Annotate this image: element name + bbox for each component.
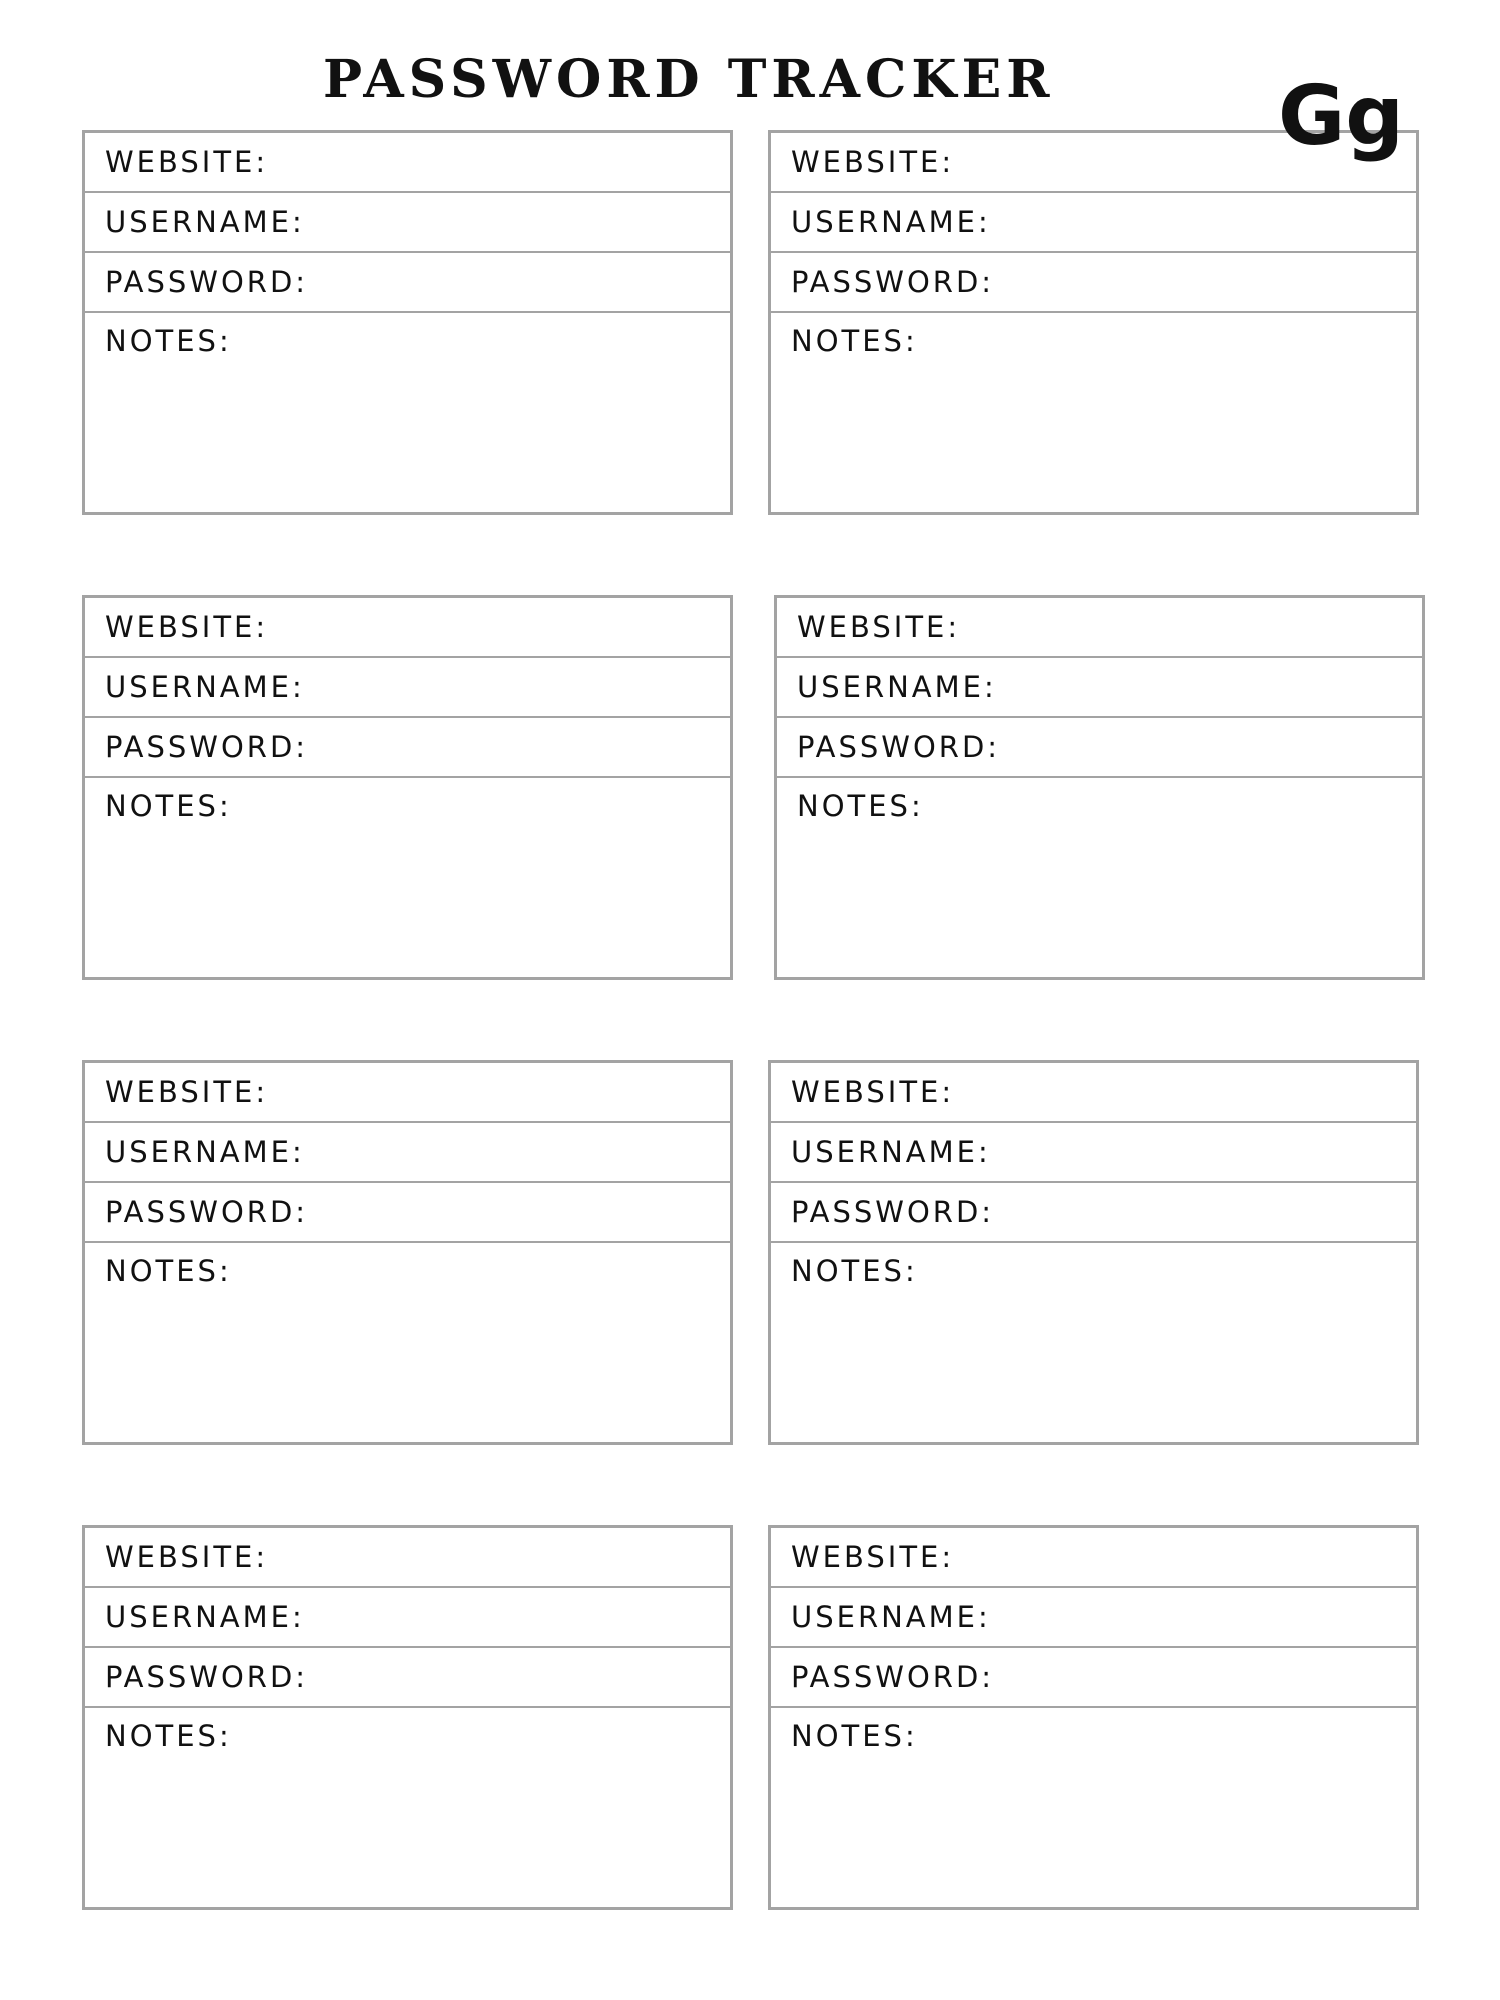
password-label: PASSWORD: [105, 1195, 309, 1229]
notes-field[interactable] [771, 313, 1416, 512]
website-label: WEBSITE: [791, 1540, 955, 1574]
website-label: WEBSITE: [791, 1075, 955, 1109]
password-field[interactable] [85, 1183, 730, 1243]
password-field[interactable] [85, 718, 730, 778]
password-entry-card [774, 595, 1425, 980]
website-label: WEBSITE: [105, 1075, 269, 1109]
password-entry-card [82, 1060, 733, 1445]
website-label: WEBSITE: [105, 1540, 269, 1574]
notes-field[interactable] [771, 1243, 1416, 1442]
website-field[interactable] [777, 598, 1422, 658]
notes-field[interactable] [85, 1243, 730, 1442]
notes-label: NOTES: [797, 789, 924, 823]
notes-field[interactable] [777, 778, 1422, 977]
notes-label: NOTES: [791, 324, 918, 358]
password-field[interactable] [771, 253, 1416, 313]
password-entry-card [82, 1525, 733, 1910]
password-label: PASSWORD: [105, 1660, 309, 1694]
password-label: PASSWORD: [797, 730, 1001, 764]
username-field[interactable] [777, 658, 1422, 718]
username-field[interactable] [85, 1588, 730, 1648]
notes-field[interactable] [771, 1708, 1416, 1907]
notes-label: NOTES: [105, 1719, 232, 1753]
notes-label: NOTES: [105, 1254, 232, 1288]
notes-label: NOTES: [791, 1719, 918, 1753]
password-field[interactable] [777, 718, 1422, 778]
website-field[interactable] [85, 1063, 730, 1123]
username-label: USERNAME: [105, 1600, 305, 1634]
website-field[interactable] [85, 133, 730, 193]
website-field[interactable] [771, 1528, 1416, 1588]
website-label: WEBSITE: [797, 610, 961, 644]
notes-field[interactable] [85, 313, 730, 512]
website-field[interactable] [771, 1063, 1416, 1123]
website-label: WEBSITE: [105, 610, 269, 644]
password-label: PASSWORD: [105, 265, 309, 299]
username-label: USERNAME: [105, 670, 305, 704]
notes-label: NOTES: [105, 789, 232, 823]
password-entry-card [82, 595, 733, 980]
website-field[interactable] [85, 598, 730, 658]
notes-field[interactable] [85, 778, 730, 977]
username-field[interactable] [85, 193, 730, 253]
notes-label: NOTES: [105, 324, 232, 358]
username-field[interactable] [771, 1588, 1416, 1648]
password-label: PASSWORD: [791, 265, 995, 299]
notes-label: NOTES: [791, 1254, 918, 1288]
username-label: USERNAME: [791, 205, 991, 239]
password-field[interactable] [85, 1648, 730, 1708]
username-field[interactable] [85, 658, 730, 718]
password-field[interactable] [771, 1183, 1416, 1243]
website-label: WEBSITE: [791, 145, 955, 179]
password-entry-card [82, 130, 733, 515]
username-label: USERNAME: [105, 1135, 305, 1169]
password-entry-card [768, 1525, 1419, 1910]
password-entry-card [768, 1060, 1419, 1445]
username-label: USERNAME: [791, 1600, 991, 1634]
website-label: WEBSITE: [105, 145, 269, 179]
password-entry-card [768, 130, 1419, 515]
username-field[interactable] [771, 193, 1416, 253]
password-label: PASSWORD: [791, 1195, 995, 1229]
password-field[interactable] [771, 1648, 1416, 1708]
password-field[interactable] [85, 253, 730, 313]
username-label: USERNAME: [791, 1135, 991, 1169]
username-label: USERNAME: [797, 670, 997, 704]
page-title: PASSWORD TRACKER [323, 49, 1055, 110]
password-label: PASSWORD: [791, 1660, 995, 1694]
username-field[interactable] [85, 1123, 730, 1183]
username-label: USERNAME: [105, 205, 305, 239]
brand-logo: Gg [1278, 69, 1405, 164]
website-field[interactable] [85, 1528, 730, 1588]
username-field[interactable] [771, 1123, 1416, 1183]
notes-field[interactable] [85, 1708, 730, 1907]
password-label: PASSWORD: [105, 730, 309, 764]
